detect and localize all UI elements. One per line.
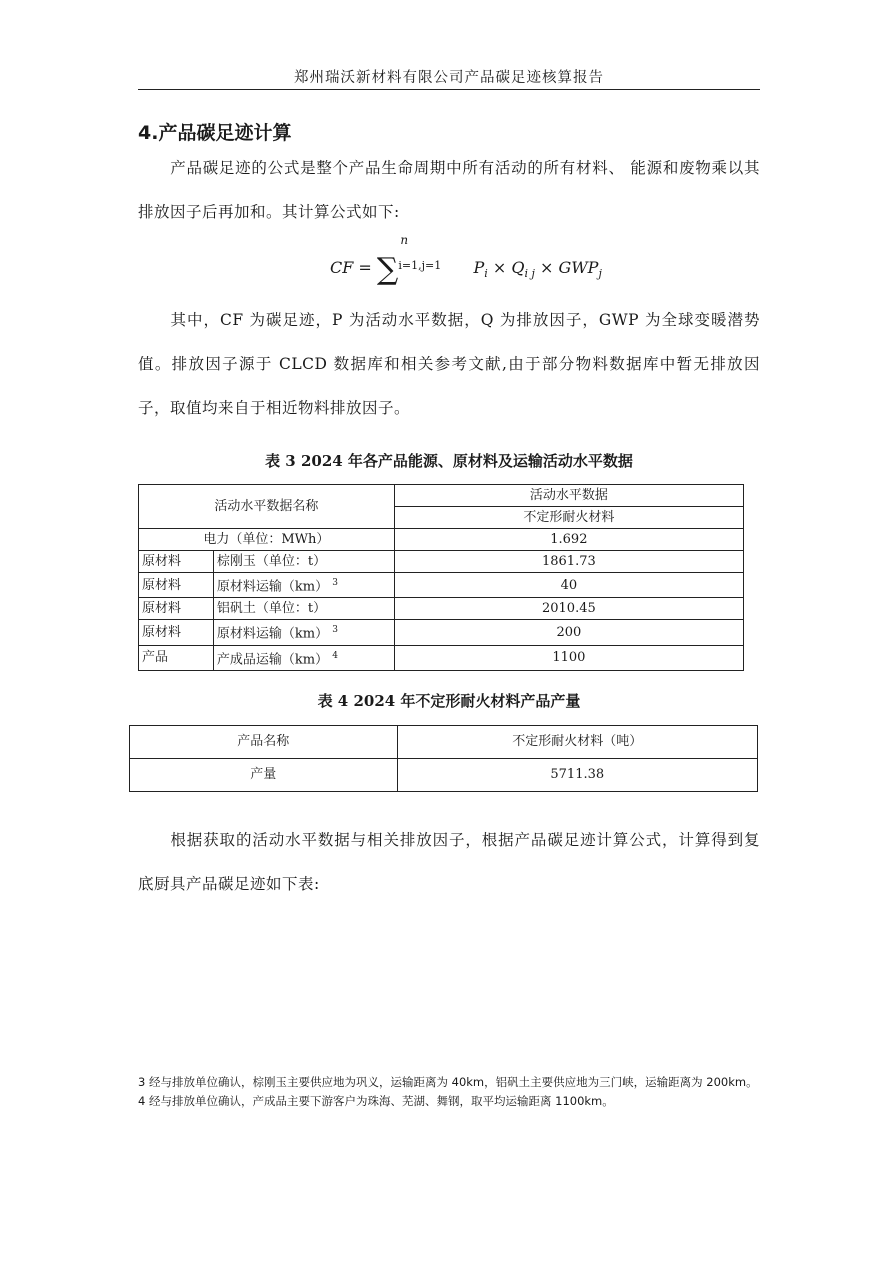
paragraph-result-intro	[138, 818, 760, 906]
paragraph-formula-intro-text: 产品碳足迹的公式是整个产品生命周期中所有活动的所有材料、 能源和废物乘以其排放因子后再加和。其计算公式如下:	[138, 159, 760, 221]
table-3-cell-item-with-ref	[213, 573, 394, 598]
table-3-cell-value: 1100	[394, 645, 743, 670]
formula-term-q: Q	[511, 258, 525, 277]
activity-data-table	[138, 484, 744, 671]
formula-times-1: ×	[487, 258, 512, 277]
table-3-header-group: 活动水平数据	[394, 485, 743, 507]
footnote-ref: 4	[332, 650, 338, 661]
paragraph-formula-intro	[138, 146, 760, 234]
table-3-cell-value: 2010.45	[394, 598, 743, 620]
table-3-cell-item: 铝矾土（单位：t）	[213, 598, 394, 620]
table-3-cell-item: 原材料运输（km）	[216, 579, 329, 595]
carbon-footprint-formula	[330, 233, 602, 287]
formula-sigma: ∑	[376, 252, 399, 287]
table-4-header-name: 产品名称	[130, 726, 398, 759]
table-3-cell-category: 产品	[139, 645, 214, 670]
formula-times-2: ×	[534, 258, 559, 277]
table-row	[139, 645, 744, 670]
formula-upper-limit: n	[400, 233, 409, 247]
table-3-cell-category: 原材料	[139, 620, 214, 645]
table-3-header-row	[139, 485, 744, 507]
table-3-caption: 表 3 2024 年各产品能源、原材料及运输活动水平数据	[265, 452, 633, 470]
formula-term-p-sub: i	[484, 267, 488, 281]
table-4-row-value: 5711.38	[397, 759, 757, 792]
footnote-4: 4 经与排放单位确认，产成品主要下游客户为珠海、芜湖、舞钢，取平均运输距离 1100km。	[138, 1094, 614, 1108]
table-3-cell-item: 电力（单位：MWh）	[139, 529, 395, 551]
formula-lower-limit: i=1,j=1	[398, 259, 442, 272]
formula-lhs: CF =	[330, 258, 377, 277]
paragraph-result-intro-text: 根据获取的活动水平数据与相关排放因子，根据产品碳足迹计算公式，计算得到复底厨具产品碳足迹如下表:	[138, 831, 760, 893]
table-3-cell-value: 40	[394, 573, 743, 598]
table-4-row-name: 产量	[130, 759, 398, 792]
table-3-cell-value: 1861.73	[394, 551, 743, 573]
table-row	[139, 529, 744, 551]
table-4-caption: 表 4 2024 年不定形耐火材料产品产量	[317, 692, 581, 710]
table-3-cell-category: 原材料	[139, 551, 214, 573]
table-3-cell-value: 200	[394, 620, 743, 645]
table-row	[139, 551, 744, 573]
formula-term-q-sub: i j	[524, 267, 535, 281]
table-3-cell-category: 原材料	[139, 598, 214, 620]
table-3-cell-item-with-ref	[213, 645, 394, 670]
table-3-cell-value: 1.692	[394, 529, 743, 551]
table-3-cell-item: 棕刚玉（单位：t）	[213, 551, 394, 573]
footnotes	[138, 1073, 760, 1111]
table-3-header-product: 不定形耐火材料	[394, 507, 743, 529]
table-row	[139, 598, 744, 620]
table-4-header-value: 不定形耐火材料（吨）	[397, 726, 757, 759]
paragraph-formula-explanation-text: 其中，CF 为碳足迹，P 为活动水平数据，Q 为排放因子，GWP 为全球变暖潜势值。排放因子源于 CLCD 数据库和相关参考文献,由于部分物料数据库中暂无排放因子，取值均来自于相近物料排放因子。	[138, 311, 760, 417]
table-3-cell-item-with-ref	[213, 620, 394, 645]
table-3-cell-item: 原材料运输（km）	[216, 626, 329, 642]
table-row	[139, 573, 744, 598]
table-3-cell-item: 产成品运输（km）	[216, 651, 329, 667]
section-title: 4.产品碳足迹计算	[138, 122, 292, 144]
table-row	[139, 620, 744, 645]
page-header: 郑州瑞沃新材料有限公司产品碳足迹核算报告	[294, 70, 604, 86]
table-row	[130, 759, 758, 792]
product-output-table	[129, 725, 758, 792]
footnote-ref: 3	[332, 625, 338, 636]
header-rule	[138, 89, 760, 90]
formula-term-gwp: GWP	[558, 258, 599, 277]
table-4-header-row	[130, 726, 758, 759]
table-3-header-name: 活动水平数据名称	[139, 485, 395, 529]
table-3-cell-category: 原材料	[139, 573, 214, 598]
paragraph-formula-explanation	[138, 298, 760, 430]
footnote-3: 3 经与排放单位确认，棕刚玉主要供应地为巩义，运输距离为 40km，铝矾土主要供应地为三门峡，运输距离为 200km。	[138, 1075, 758, 1089]
formula-term-gwp-sub: j	[598, 267, 602, 281]
footnote-ref: 3	[332, 578, 338, 588]
formula-term-p: P	[473, 258, 485, 277]
